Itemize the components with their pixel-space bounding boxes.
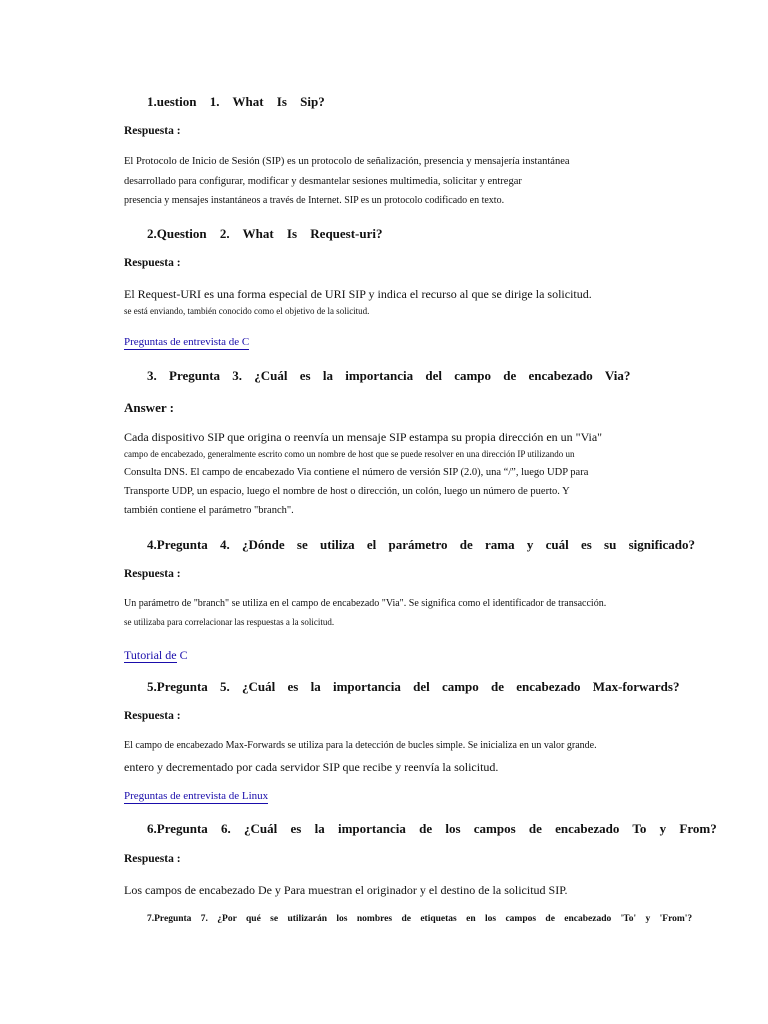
- answer-5-line-1: El campo de encabezado Max-Forwards se utiliza para la detección de bucles simple. Se inicializa en un valor grande.: [124, 740, 597, 751]
- answer-4-line-2: se utilizaba para correlacionar las respuestas a la solicitud.: [124, 617, 335, 627]
- answer-5-line-2: entero y decrementado por cada servidor SIP que recibe y reenvía la solicitud.: [124, 760, 499, 774]
- answer-2-line-2: se está enviando, también conocido como el objetivo de la solicitud.: [124, 306, 370, 316]
- link-c-interview-questions[interactable]: Preguntas de entrevista de C: [124, 336, 250, 348]
- question-2-title: 2.Question 2. What Is Request-uri?: [147, 226, 383, 241]
- answer-4-line-1: Un parámetro de "branch" se utiliza en el campo de encabezado "Via". Se significa como el identificador de transacción.: [124, 598, 607, 609]
- link-linux-interview-questions[interactable]: Preguntas de entrevista de Linux: [124, 790, 269, 802]
- answer-label-2: Respuesta :: [124, 257, 181, 269]
- link-c-tutorial[interactable]: [124, 648, 188, 663]
- question-1-title: 1.uestion 1. What Is Sip?: [147, 94, 325, 109]
- answer-3-line-4: Transporte UDP, un espacio, luego el nombre de host o dirección, un colón, luego un número de puerto. Y: [124, 486, 570, 497]
- link-c-tutorial-text[interactable]: Tutorial de: [124, 648, 177, 662]
- answer-label-6: Respuesta :: [124, 853, 181, 865]
- answer-3-line-5: también contiene el parámetro "branch".: [124, 505, 294, 516]
- answer-2-line-1: El Request-URI es una forma especial de URI SIP y indica el recurso al que se dirige la solicitud.: [124, 287, 592, 301]
- answer-label-3: Answer :: [124, 400, 174, 415]
- question-5-title: 5.Pregunta 5. ¿Cuál es la importancia del campo de encabezado Max-forwards?: [147, 679, 680, 694]
- answer-1-line-3: presencia y mensajes instantáneos a través de Internet. SIP es un protocolo codificado en texto.: [124, 195, 505, 206]
- answer-6-line-1: Los campos de encabezado De y Para muestran el originador y el destino de la solicitud SIP.: [124, 883, 568, 897]
- question-3-title: 3. Pregunta 3. ¿Cuál es la importancia del campo de encabezado Via?: [147, 368, 631, 383]
- question-7-title: 7.Pregunta 7. ¿Por qué se utilizarán los nombres de etiquetas en los campos de encabezado 'To' y 'From'?: [147, 914, 693, 924]
- question-4-title: 4.Pregunta 4. ¿Dónde se utiliza el parámetro de rama y cuál es su significado?: [147, 537, 696, 552]
- answer-label-4: Respuesta :: [124, 568, 181, 580]
- answer-1-line-1: El Protocolo de Inicio de Sesión (SIP) es un protocolo de señalización, presencia y mensajería instantánea: [124, 156, 570, 167]
- question-6-title: 6.Pregunta 6. ¿Cuál es la importancia de los campos de encabezado To y From?: [147, 821, 717, 836]
- answer-3-line-3: Consulta DNS. El campo de encabezado Via contiene el número de versión SIP (2.0), una “/”, luego UDP para: [124, 467, 589, 478]
- link-c-tutorial-suffix[interactable]: C: [179, 648, 188, 662]
- answer-3-line-2: campo de encabezado, generalmente escrito como un nombre de host que se puede resolver en una dirección IP utilizando un: [124, 449, 575, 459]
- answer-3-line-1: Cada dispositivo SIP que origina o reenvía un mensaje SIP estampa su propia dirección en un "Via": [124, 430, 603, 444]
- answer-label-1: Respuesta :: [124, 125, 181, 137]
- answer-1-line-2: desarrollado para configurar, modificar y desmantelar sesiones multimedia, solicitar y entregar: [124, 176, 522, 187]
- answer-label-5: Respuesta :: [124, 710, 181, 722]
